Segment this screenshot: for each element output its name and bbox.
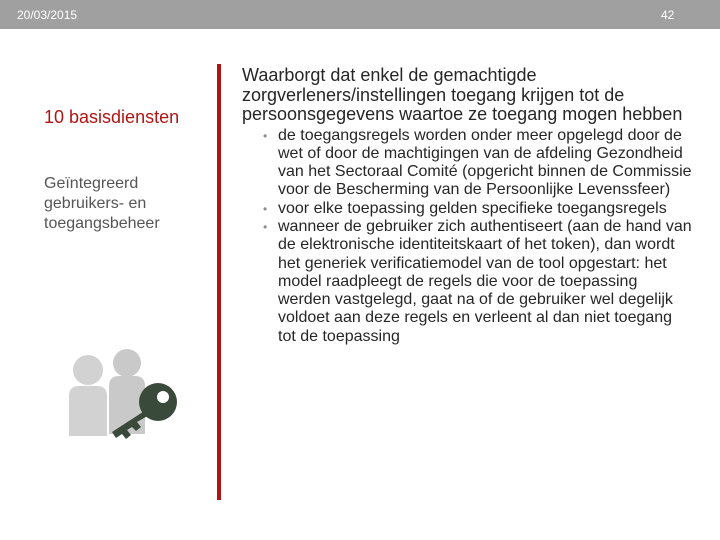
bullet-text: voor elke toepassing gelden specifieke toegangsregels [278,199,667,217]
bullet-dot-icon: • [263,128,268,143]
vertical-divider [217,64,221,500]
section-subtitle: Geïntegreerd gebruikers- en toegangsbeheer [44,175,160,232]
main-heading: Waarborgt dat enkel de gemachtigde zorgverleners/instellingen toegang krijgen tot de persoonsgegevens waartoe ze toegang mogen hebben [242,65,683,124]
bullet-text: wanneer de gebruiker zich authentiseert (aan de hand van de elektronische identiteitskaart of het token), dan wordt het generiek verificatiemodel van de tool opgestart: het model raadpleegt de regels die voor de toepassing werden vastgelegd, gaat na of de gebruiker wel degelijk voldoet aan deze regels en verleent al dan niet toegang tot de toepassing [278,217,692,345]
bullet-list [242,127,692,347]
bullet-dot-icon: • [263,201,268,216]
list-item [263,199,692,218]
top-bar [0,0,720,29]
users-with-key-icon [60,342,190,442]
page-number: 42 [661,8,675,22]
slide-date: 20/03/2015 [17,8,78,22]
list-item [263,217,692,346]
list-item [263,126,692,200]
bullet-dot-icon: • [263,219,268,234]
section-title: 10 basisdiensten [44,107,180,127]
bullet-text: de toegangsregels worden onder meer opgelegd door de wet of door de machtigingen van de afdeling Gezondheid van het Sectoraal Comité (opgericht binnen de Commissie voor de Bescherming van de Persoonlijke Levenssfeer) [278,126,692,199]
main-content [242,66,692,346]
